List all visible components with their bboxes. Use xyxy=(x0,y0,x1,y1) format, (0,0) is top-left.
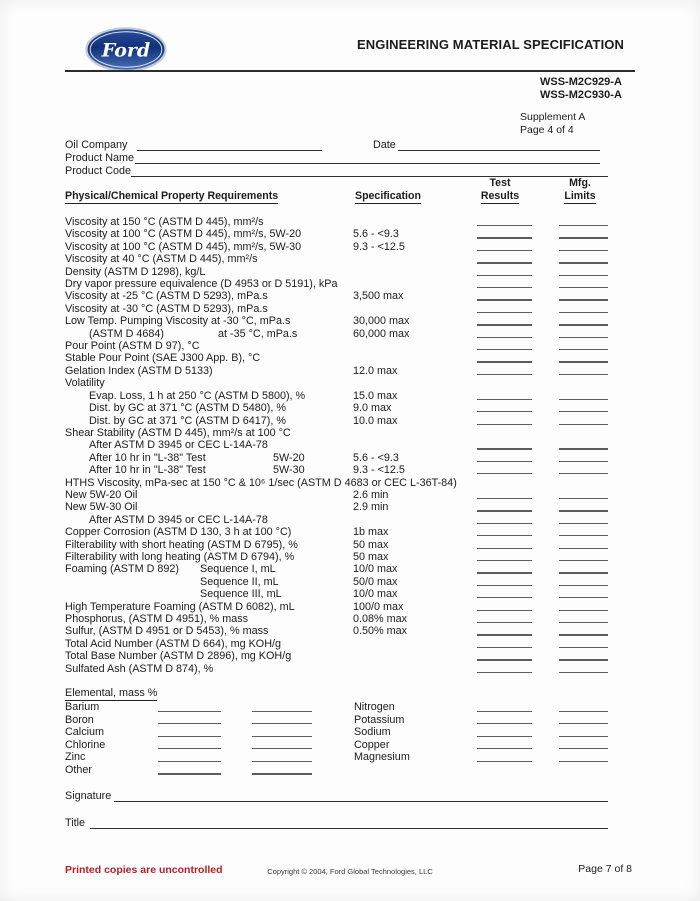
specification-value: 2.9 min xyxy=(353,501,389,514)
property-row xyxy=(65,539,643,551)
ford-logo-text: Ford xyxy=(101,39,151,62)
test-results-blank xyxy=(477,647,532,648)
element-blank xyxy=(477,761,532,762)
element-label: Copper xyxy=(354,738,390,751)
property-row xyxy=(65,402,643,414)
specification-value: 2.6 min xyxy=(353,488,389,501)
property-row xyxy=(65,613,643,625)
mfg-limits-blank xyxy=(559,498,608,499)
test-results-blank xyxy=(477,498,532,499)
specification-value: 50/0 max xyxy=(353,575,398,588)
title-field-line xyxy=(90,828,608,829)
property-label: New 5W-30 Oil xyxy=(65,501,138,514)
supplement-label: Supplement A xyxy=(520,111,586,123)
element-blank xyxy=(252,711,312,712)
property-row xyxy=(65,489,643,501)
supplement-page: Page 4 of 4 xyxy=(520,124,574,136)
elemental-rows xyxy=(65,701,643,776)
element-blank xyxy=(477,711,532,712)
element-label: Calcium xyxy=(65,726,104,739)
specification-value: 0.50% max xyxy=(353,625,408,638)
specification-value: 1b max xyxy=(353,526,389,539)
property-row xyxy=(65,241,643,253)
mfg-limits-blank xyxy=(559,448,608,449)
page-number: Page 7 of 8 xyxy=(578,863,632,875)
test-results-blank xyxy=(477,672,532,673)
product-name-label: Product Name xyxy=(65,152,135,164)
elemental-row xyxy=(65,739,643,752)
test-results-blank xyxy=(477,411,532,412)
test-results-blank xyxy=(477,622,532,623)
element-blank xyxy=(559,736,608,737)
mfg-limits-blank xyxy=(559,597,608,598)
title-label: Title xyxy=(65,817,85,829)
mfg-limits-blank xyxy=(559,312,608,313)
mfg-limits-blank xyxy=(559,237,608,238)
property-label: Sulfated Ash (ASTM D 874), % xyxy=(65,662,214,675)
test-results-blank xyxy=(477,510,532,511)
mfg-limits-blank xyxy=(559,275,608,276)
mfg-limits-blank xyxy=(559,225,608,226)
specification-value: 0.08% max xyxy=(353,613,408,625)
elemental-row xyxy=(65,751,643,764)
property-row xyxy=(65,601,643,613)
specification-value: 9.0 max xyxy=(353,402,392,415)
specification-value: 50 max xyxy=(353,550,389,563)
element-blank xyxy=(559,711,608,712)
element-label: Barium xyxy=(65,701,100,713)
element-label: Magnesium xyxy=(354,751,410,764)
property-row xyxy=(65,526,643,538)
element-blank xyxy=(477,723,532,724)
property-label: Dist. by GC at 371 °C (ASTM D 5480), % xyxy=(89,402,286,415)
mfg-limits-blank xyxy=(559,610,608,611)
specification-value: 5.6 - <9.3 xyxy=(353,451,399,464)
specification-value: 10/0 max xyxy=(353,563,398,576)
property-label: Total Base Number (ASTM D 2896), mg KOH/g xyxy=(65,650,292,663)
elemental-row xyxy=(65,714,643,727)
element-blank xyxy=(559,748,608,749)
property-label: Copper Corrosion (ASTM D 130, 3 h at 100 °C) xyxy=(65,526,292,539)
test-results-blank xyxy=(477,349,532,350)
element-blank xyxy=(158,736,221,737)
oil-company-label: Oil Company xyxy=(65,139,128,151)
element-blank xyxy=(252,761,312,762)
element-label: Nitrogen xyxy=(354,701,395,713)
mfg-limits-blank xyxy=(559,659,608,660)
mfg-limits-blank xyxy=(559,399,608,400)
property-row xyxy=(65,352,643,364)
test-results-blank xyxy=(477,287,532,288)
test-results-blank xyxy=(477,461,532,462)
test-results-blank xyxy=(477,250,532,251)
property-label: Viscosity at 100 °C (ASTM D 445), mm²/s, 5W-30 xyxy=(65,240,302,253)
test-results-blank xyxy=(477,237,532,238)
property-row xyxy=(65,551,643,563)
mfg-limits-blank xyxy=(559,535,608,536)
property-label: Density (ASTM D 1298), kg/L xyxy=(65,265,206,278)
column-header-mfg-limits xyxy=(546,177,614,202)
mfg-limits-blank xyxy=(559,510,608,511)
property-label: New 5W-20 Oil xyxy=(65,488,138,501)
spec-codes xyxy=(540,76,622,102)
date-field-line xyxy=(398,150,600,151)
property-row xyxy=(65,377,643,389)
property-row xyxy=(65,650,643,662)
mfg-limits-blank xyxy=(559,560,608,561)
mfg-limits-blank xyxy=(559,324,608,325)
spec-code-2: WSS-M2C930-A xyxy=(540,89,622,101)
property-label: After 10 hr in "L-38" Test xyxy=(89,451,206,464)
property-row xyxy=(65,365,643,377)
specification-value: 9.3 - <12.5 xyxy=(353,464,405,477)
test-results-blank xyxy=(477,523,532,524)
specification-value: 5.6 - <9.3 xyxy=(353,228,399,241)
test-results-blank xyxy=(477,275,532,276)
property-row xyxy=(65,514,643,526)
column-header-property-text: Physical/Chemical Property Requirements xyxy=(65,190,279,202)
property-table xyxy=(65,216,643,675)
header-rule xyxy=(65,70,635,72)
property-row xyxy=(65,278,643,290)
property-row xyxy=(65,315,643,327)
element-blank xyxy=(158,748,221,749)
property-label: Volatility xyxy=(65,377,105,390)
mfg-limits-blank xyxy=(559,374,608,375)
element-blank xyxy=(158,711,221,712)
elemental-row xyxy=(65,726,643,739)
column-header-test: Test xyxy=(489,177,511,189)
property-row xyxy=(65,663,643,675)
mfg-limits-blank xyxy=(559,634,608,635)
property-subcolumn: 5W-20 xyxy=(273,451,305,464)
property-label: Sulfur, (ASTM D 4951 or D 5453), % mass xyxy=(65,625,269,638)
mfg-limits-blank xyxy=(559,250,608,251)
test-results-blank xyxy=(477,610,532,611)
property-label: Foaming (ASTM D 892) xyxy=(65,563,179,576)
test-results-blank xyxy=(477,361,532,362)
property-label: High Temperature Foaming (ASTM D 6082), mL xyxy=(65,600,295,613)
test-results-blank xyxy=(477,312,532,313)
uncontrolled-notice: Printed copies are uncontrolled xyxy=(65,864,223,876)
test-results-blank xyxy=(477,324,532,325)
property-row xyxy=(65,501,643,513)
test-results-blank xyxy=(477,399,532,400)
property-row xyxy=(65,427,643,439)
mfg-limits-blank xyxy=(559,572,608,573)
column-header-specification xyxy=(355,190,421,202)
test-results-blank xyxy=(477,548,532,549)
element-label: Sodium xyxy=(354,726,391,739)
property-row xyxy=(65,439,643,451)
specification-value: 50 max xyxy=(353,538,389,551)
property-subcolumn: 5W-30 xyxy=(273,464,305,477)
property-row xyxy=(65,290,643,302)
property-subcolumn: Sequence II, mL xyxy=(200,575,279,588)
element-blank xyxy=(252,736,312,737)
mfg-limits-blank xyxy=(559,262,608,263)
property-row xyxy=(65,576,643,588)
element-label: Other xyxy=(65,763,93,776)
column-header-property xyxy=(65,190,278,202)
property-label: After ASTM D 3945 or CEC L-14A-78 xyxy=(89,513,268,526)
element-label: Chlorine xyxy=(65,738,106,751)
elemental-heading-text: Elemental, mass % xyxy=(65,687,158,699)
product-code-label: Product Code xyxy=(65,165,132,177)
elemental-row xyxy=(65,701,643,714)
column-header-limits: Limits xyxy=(564,190,596,202)
test-results-blank xyxy=(477,225,532,226)
property-label: Pour Point (ASTM D 97), °C xyxy=(65,340,200,353)
property-row xyxy=(65,477,643,489)
signature-label: Signature xyxy=(65,790,112,802)
supplement-block xyxy=(520,111,585,137)
property-row xyxy=(65,625,643,637)
test-results-blank xyxy=(477,448,532,449)
property-label: Total Acid Number (ASTM D 664), mg KOH/g xyxy=(65,637,282,650)
property-row xyxy=(65,303,643,315)
property-row xyxy=(65,464,643,476)
property-subcolumn: Sequence III, mL xyxy=(200,588,282,601)
specification-value: 10/0 max xyxy=(353,588,398,601)
property-row xyxy=(65,328,643,340)
property-label: HTHS Viscosity, mPa-sec at 150 °C & 10⁶ 1/sec (ASTM D 4683 or CEC L-36T-84) xyxy=(65,476,457,489)
column-header-test-results xyxy=(462,177,538,202)
property-label: Dist. by GC at 371 °C (ASTM D 6417), % xyxy=(89,414,286,427)
mfg-limits-blank xyxy=(559,622,608,623)
property-row xyxy=(65,253,643,265)
element-blank xyxy=(252,773,312,774)
mfg-limits-blank xyxy=(559,647,608,648)
mfg-limits-blank xyxy=(559,411,608,412)
test-results-blank xyxy=(477,634,532,635)
document-title: ENGINEERING MATERIAL SPECIFICATION xyxy=(356,37,624,52)
property-label: Filterability with short heating (ASTM D 6795), % xyxy=(65,538,298,551)
signature-field-line xyxy=(114,801,608,802)
specification-value: 15.0 max xyxy=(353,389,398,402)
elemental-heading xyxy=(65,687,157,699)
element-label: Potassium xyxy=(354,713,405,726)
test-results-blank xyxy=(477,424,532,425)
property-label: Viscosity at 150 °C (ASTM D 445), mm²/s xyxy=(65,216,264,228)
test-results-blank xyxy=(477,473,532,474)
date-label: Date xyxy=(373,139,396,151)
property-row xyxy=(65,216,643,228)
test-results-blank xyxy=(477,659,532,660)
specification-value: 30,000 max xyxy=(353,315,410,328)
mfg-limits-blank xyxy=(559,473,608,474)
mfg-limits-blank xyxy=(559,672,608,673)
property-label: Viscosity at 100 °C (ASTM D 445), mm²/s, 5W-20 xyxy=(65,228,302,241)
specification-value: 100/0 max xyxy=(353,600,404,613)
property-row xyxy=(65,415,643,427)
element-blank xyxy=(252,723,312,724)
property-label: Shear Stability (ASTM D 445), mm²/s at 100 °C xyxy=(65,426,291,439)
property-row xyxy=(65,390,643,402)
test-results-blank xyxy=(477,560,532,561)
property-row xyxy=(65,638,643,650)
element-blank xyxy=(559,723,608,724)
property-label: Low Temp. Pumping Viscosity at -30 °C, mPa.s xyxy=(65,315,291,328)
test-results-blank xyxy=(477,535,532,536)
element-blank xyxy=(477,736,532,737)
property-label: Viscosity at -30 °C (ASTM D 5293), mPa.s xyxy=(65,302,268,315)
element-blank xyxy=(158,773,221,774)
specification-value: 3,500 max xyxy=(353,290,404,303)
mfg-limits-blank xyxy=(559,337,608,338)
column-header-results: Results xyxy=(480,190,520,202)
property-label: Stable Pour Point (SAE J300 App. B), °C xyxy=(65,352,261,365)
property-row xyxy=(65,452,643,464)
specification-value: 60,000 max xyxy=(353,327,410,340)
property-subcolumn: Sequence I, mL xyxy=(200,563,276,576)
test-results-blank xyxy=(477,374,532,375)
property-row xyxy=(65,266,643,278)
oil-company-field-line xyxy=(137,150,322,151)
test-results-blank xyxy=(477,597,532,598)
test-results-blank xyxy=(477,262,532,263)
property-label: Dry vapor pressure equivalence (D 4953 or D 5191), kPa xyxy=(65,278,338,291)
specification-value: 12.0 max xyxy=(353,364,398,377)
test-results-blank xyxy=(477,585,532,586)
mfg-limits-blank xyxy=(559,548,608,549)
element-blank xyxy=(252,748,312,749)
column-header-specification-text: Specification xyxy=(355,190,421,202)
test-results-blank xyxy=(477,299,532,300)
property-label: Gelation Index (ASTM D 5133) xyxy=(65,364,213,377)
specification-value: 9.3 - <12.5 xyxy=(353,240,405,253)
test-results-blank xyxy=(477,337,532,338)
property-row xyxy=(65,563,643,575)
ford-logo xyxy=(85,27,167,72)
mfg-limits-blank xyxy=(559,349,608,350)
mfg-limits-blank xyxy=(559,287,608,288)
mfg-limits-blank xyxy=(559,461,608,462)
property-label: Evap. Loss, 1 h at 250 °C (ASTM D 5800), % xyxy=(89,389,306,402)
property-label: Viscosity at -25 °C (ASTM D 5293), mPa.s xyxy=(65,290,268,303)
property-label: (ASTM D 4684) xyxy=(89,327,164,340)
elemental-row xyxy=(65,764,643,777)
copyright-notice: Copyright © 2004, Ford Global Technologies, LLC xyxy=(267,867,433,876)
mfg-limits-blank xyxy=(559,361,608,362)
property-row xyxy=(65,588,643,600)
element-blank xyxy=(158,723,221,724)
element-blank xyxy=(158,761,221,762)
element-label: Boron xyxy=(65,713,94,726)
property-label: Filterability with long heating (ASTM D 6794), % xyxy=(65,550,295,563)
column-header-mfg: Mfg. xyxy=(569,177,591,189)
spec-code-1: WSS-M2C929-A xyxy=(540,76,622,88)
mfg-limits-blank xyxy=(559,523,608,524)
property-label: Phosphorus, (ASTM D 4951), % mass xyxy=(65,613,249,625)
mfg-limits-blank xyxy=(559,424,608,425)
property-row xyxy=(65,228,643,240)
test-results-blank xyxy=(477,572,532,573)
element-blank xyxy=(477,748,532,749)
property-label: After ASTM D 3945 or CEC L-14A-78 xyxy=(89,439,268,452)
property-label: After 10 hr in "L-38" Test xyxy=(89,464,206,477)
property-label: Viscosity at 40 °C (ASTM D 445), mm²/s xyxy=(65,253,258,266)
element-label: Zinc xyxy=(65,751,86,764)
mfg-limits-blank xyxy=(559,585,608,586)
mfg-limits-blank xyxy=(559,299,608,300)
specification-value: 10.0 max xyxy=(353,414,398,427)
property-subcolumn: at -35 °C, mPa.s xyxy=(218,327,298,340)
property-row xyxy=(65,340,643,352)
product-name-field-line xyxy=(135,163,600,164)
element-blank xyxy=(559,761,608,762)
